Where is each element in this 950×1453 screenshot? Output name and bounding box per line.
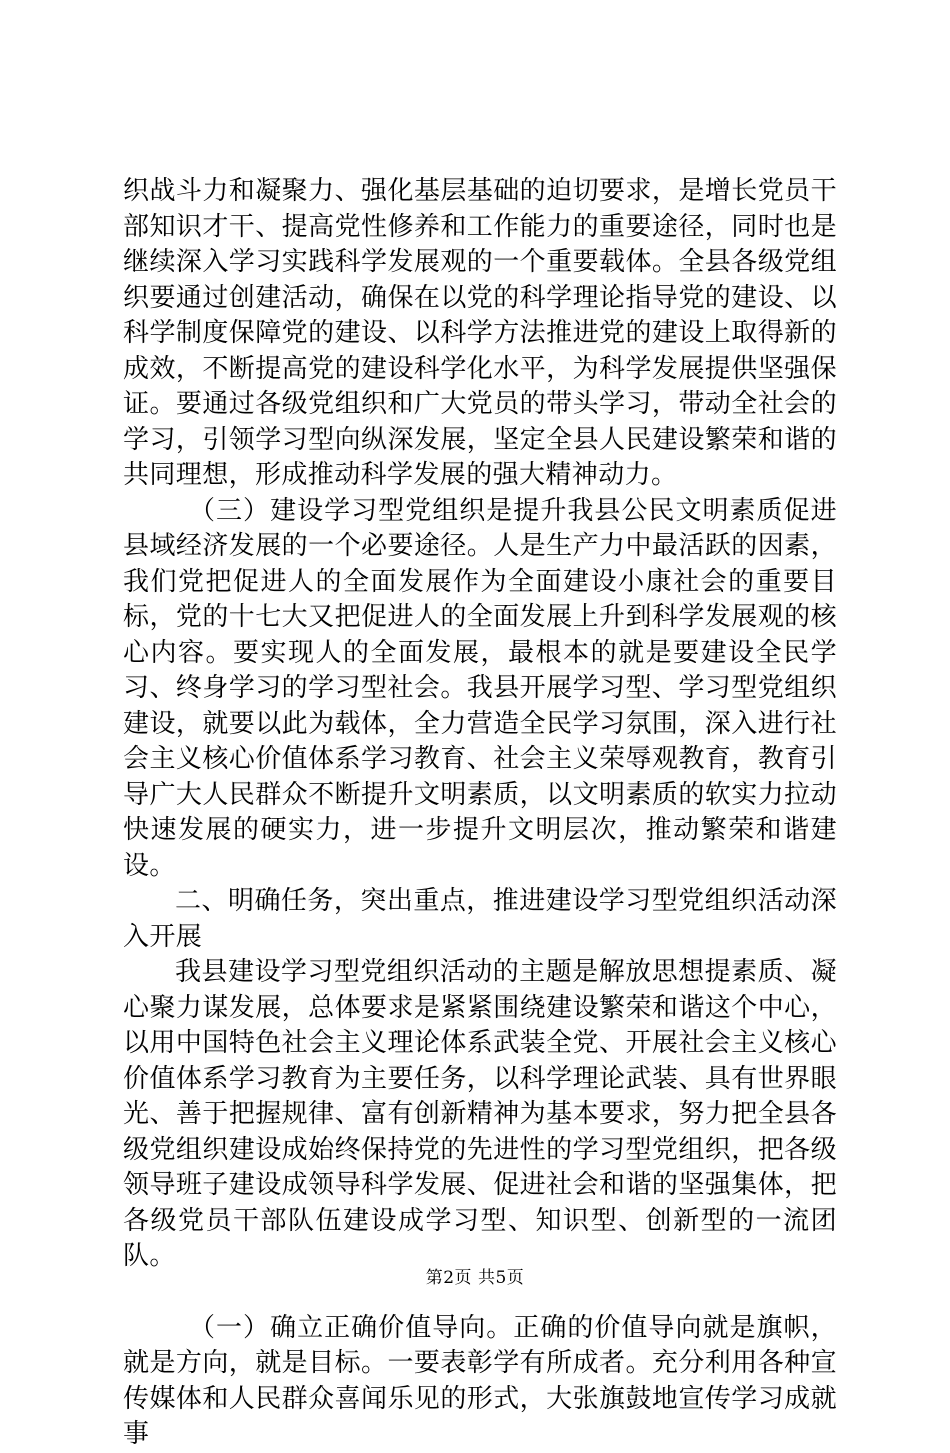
section-heading-two: 二、明确任务，突出重点，推进建设学习型党组织活动深入开展: [123, 886, 837, 952]
paragraph-section-three: （三）建设学习型党组织是提升我县公民文明素质促进县域经济发展的一个必要途径。人是生产力中最活跃的因素，我们党把促进人的全面发展作为全面建设小康社会的重要目标，党的十七大又把促进人的全面发展上升到科学发展观的核心内容。要实现人的全面发展，最根本的就是要建设全民学习、终身学习的学习型社会。我县开展学习型、学习型党组织建设，就要以此为载体，全力营造全民学习氛围，深入进行社会主义核心价值体系学习教育、社会主义荣辱观教育，教育引导广大人民群众不断提升文明素质，以文明素质的软实力拉动快速发展的硬实力，进一步提升文明层次，推动繁荣和谐建设。: [123, 495, 837, 881]
page-number-footer: 第2页 共5页: [425, 1268, 525, 1288]
document-body: [123, 174, 837, 1453]
paragraph-continuation: 织战斗力和凝聚力、强化基层基础的迫切要求，是增长党员干部知识才干、提高党性修养和工作能力的重要途径，同时也是继续深入学习实践科学发展观的一个重要载体。全县各级党组织要通过创建活动，确保在以党的科学理论指导党的建设、以科学制度保障党的建设、以科学方法推进党的建设上取得新的成效，不断提高党的建设科学化水平，为科学发展提供坚强保证。要通过各级党组织和广大党员的带头学习，带动全社会的学习，引领学习型向纵深发展，坚定全县人民建设繁荣和谐的共同理想，形成推动科学发展的强大精神动力。: [123, 176, 837, 490]
paragraph-subsection-one: （一）确立正确价值导向。正确的价值导向就是旗帜，就是方向，就是目标。一要表彰学有所成者。充分利用各种宣传媒体和人民群众喜闻乐见的形式，大张旗鼓地宣传学习成就事: [123, 1312, 837, 1449]
paragraph-theme-requirements: 我县建设学习型党组织活动的主题是解放思想提素质、凝心聚力谋发展，总体要求是紧紧围绕建设繁荣和谐这个中心，以用中国特色社会主义理论体系武装全党、开展社会主义核心价值体系学习教育为主要任务，以科学理论武装、具有世界眼光、善于把握规律、富有创新精神为基本要求，努力把全县各级党组织建设成始终保持党的先进性的学习型党组织，把各级领导班子建设成领导科学发展、促进社会和谐的坚强集体，把各级党员干部队伍建设成学习型、知识型、创新型的一流团队。: [123, 957, 837, 1271]
